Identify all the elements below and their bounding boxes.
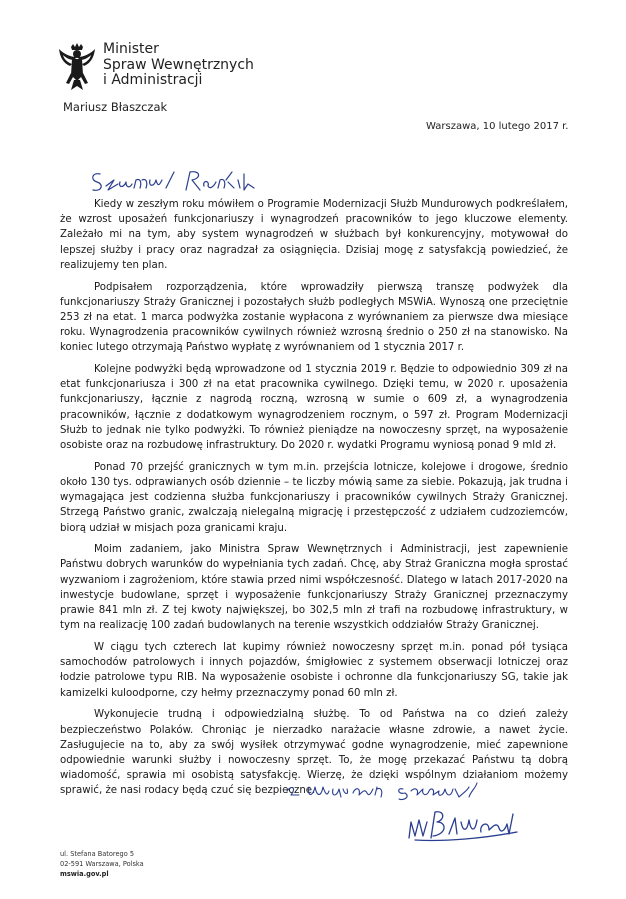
footer — [60, 849, 144, 880]
ministry-line-2: Spraw Wewnętrznych — [103, 56, 254, 73]
letter-body — [60, 197, 568, 805]
paragraph-3: Kolejne podwyżki będą wprowadzone od 1 stycznia 2019 r. Będzie to odpowiednio 309 zł na etat funkcjonariusza i 300 zł na etat pracownika cywilnego. Dzięki temu, w 2020 r. uposażenia funkcjonariuszy, łącznie z nagrodą roczną, wzrosną w sumie o 609 zł, a wynagrodzenia pracowników, łącznie z dodatkowym wynagrodzeniem rocznym, o 597 zł. Program Modernizacji Służb to jednak nie tylko podwyżki. To również pieniądze na nowoczesny sprzęt, na wyposażenie osobiste oraz na rozbudowę infrastruktury. Do 2020 r. wydatki Programu wyniosą ponad 9 mld zł. — [60, 364, 568, 452]
paragraph-4: Ponad 70 przejść granicznych w tym m.in. przejścia lotnicze, kolejowe i drogowe, średnio około 130 tys. odprawianych osób dziennie – te liczby mówią same za siebie. Pokazują, jak trudna i wymagająca jest codzienna służba funkcjonariuszy i pracowników cywilnych Straży Granicznej. Strzegą Państwo granic, zwalczają nielegalną migrację i przestępczość z udziałem cudzoziemców, biorą udział w misjach poza granicami kraju. — [60, 461, 568, 534]
handwritten-closing — [283, 775, 483, 807]
signature — [405, 808, 523, 844]
paragraph-1: Kiedy w zeszłym roku mówiłem o Programie Modernizacji Służb Mundurowych podkreślałem, że wzrost uposażeń funkcjonariuszy i wynagrodzeń pracowników to jego kluczowe elementy. Zależało mi na tym, aby system wynagrodzeń w służbach był konkurencyjny, motywował do lepszej służby i pracy oraz nagradzał za osiągnięcia. Dzisiaj mogę z satysfakcją powiedzieć, że realizujemy ten plan. — [60, 199, 568, 271]
paragraph-5: Moim zadaniem, jako Ministra Spraw Wewnętrznych i Administracji, jest zapewnienie Państwu dobrych warunków do wypełniania tych zadań. Chcę, aby Straż Graniczna mogła sprostać wyzwaniom i zagrożeniom, które stawia przed nimi współczesność. Dlatego w latach 2017-2020 na inwestycje budowlane, sprzęt i wyposażenie funkcjonariuszy Straży Granicznej przeznaczymy prawie 841 mln zł. Z tej kwoty największej, bo 302,5 mln zł trafi na rozbudowę infrastruktury, w tym na realizację 100 zadań budowlanych na terenie wszystkich oddziałów Straży Granicznej. — [60, 544, 568, 632]
ministry-line-1: Minister — [103, 41, 159, 57]
paragraph-6: W ciągu tych czterech lat kupimy również nowoczesny sprzęt m.in. ponad pół tysiąca samochodów patrolowych i innych pojazdów, śmigłowiec z systemem obserwacji lotniczej oraz łodzie patrolowe typu RIB. Na wyposażenie osobiste i ochronne dla funkcjonariuszy SG, takie jak kamizelki kuloodporne, czy hełmy przeznaczymy ponad 60 mln zł. — [60, 641, 568, 699]
paragraph-2: Podpisałem rozporządzenia, które wprowadziły pierwszą transzę podwyżek dla funkcjonariuszy Straży Granicznej i pozostałych służb podległych MSWiA. Wynoszą one przeciętnie 253 zł na etat. 1 marca podwyżka zostanie wypłacona z wyrównaniem za pierwsze dwa miesiące roku. Wynagrodzenia pracowników cywilnych również wzrosną średnio o 250 zł na stanowisko. Na koniec lutego otrzymają Państwo wypłatę z wyrównaniem od 1 stycznia 2017 r. — [60, 281, 568, 354]
address-line-2: 02-591 Warszawa, Polska — [60, 860, 144, 869]
paragraph-7: Wykonujecie trudną i odpowiedzialną służbę. To od Państwa na co dzień zależy bezpieczeństwo Polaków. Chroniąc je nierzadko narażacie własne zdrowie, a nawet życie. Zasługujecie na to, aby za swój wysiłek otrzymywać godne wynagrodzenie, mieć zapewnione odpowiednie warunki służby i nowoczesny sprzęt. To, że mogę przekazać Państwu tą dobrą wiadomość, sprawia mi osobistą satysfakcję. Wierzę, że dzięki wspólnym działaniom możemy sprawić, że nasi rodacy będą czuć się bezpieczne. — [60, 709, 568, 797]
ministry-line-3: i Administracji — [103, 72, 203, 88]
eagle-emblem-icon — [57, 43, 97, 93]
ministry-name — [103, 42, 254, 89]
place-and-date: Warszawa, 10 lutego 2017 r. — [426, 121, 569, 132]
address-line-1: ul. Stefana Batorego 5 — [60, 850, 135, 858]
website-link[interactable]: mswia.gov.pl — [60, 870, 109, 879]
sender-name: Mariusz Błaszczak — [63, 100, 168, 114]
handwritten-greeting — [88, 166, 260, 198]
